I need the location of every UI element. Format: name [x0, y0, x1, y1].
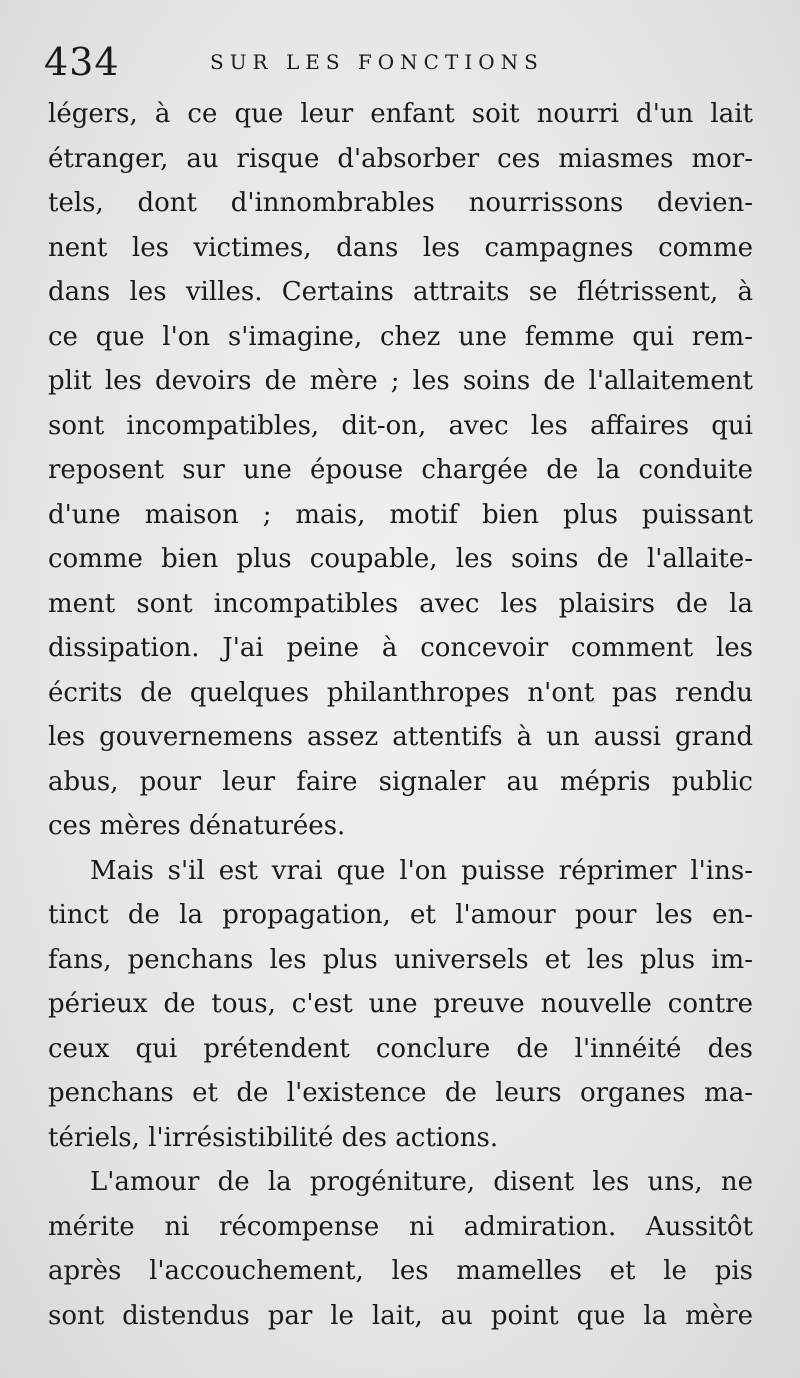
text-line: les gouvernemens assez attentifs à un aussi grand: [48, 722, 753, 752]
text-line: ceux qui prétendent conclure de l'innéité des: [48, 1033, 753, 1064]
paragraph-end-line: tériels, l'irrésistibilité des actions.: [48, 1122, 499, 1153]
text-line: abus, pour leur faire signaler au mépris public: [48, 766, 753, 797]
paragraph-start-line: L'amour de la progéniture, disent les uns, ne: [90, 1167, 753, 1197]
text-line: mérite ni récompense ni admiration. Aussitôt: [48, 1211, 753, 1242]
text-line: d'une maison ; mais, motif bien plus puissant: [48, 499, 753, 530]
text-line: comme bien plus coupable, les soins de l'allaite-: [48, 544, 753, 574]
text-line: tinct de la propagation, et l'amour pour les en-: [48, 900, 753, 930]
text-line: ment sont incompatibles avec les plaisirs de la: [48, 588, 753, 619]
text-line: nent les victimes, dans les campagnes comme: [48, 232, 753, 263]
text-line: écrits de quelques philanthropes n'ont pas rendu: [48, 677, 753, 708]
text-line: sont incompatibles, dit-on, avec les affaires qui: [48, 410, 753, 441]
text-line: étranger, au risque d'absorber ces miasmes mor-: [48, 143, 753, 174]
text-line: plit les devoirs de mère ; les soins de l'allaitement: [48, 366, 753, 396]
paragraph-start-line: Mais s'il est vrai que l'on puisse réprimer l'ins-: [90, 855, 753, 886]
text-line: penchans et de l'existence de leurs organes ma-: [48, 1078, 753, 1108]
text-line: après l'accouchement, les mamelles et le pis: [48, 1256, 753, 1286]
text-line: reposent sur une épouse chargée de la conduite: [48, 455, 753, 485]
text-line: tels, dont d'innombrables nourrissons devien-: [48, 188, 753, 218]
text-line: périeux de tous, c'est une preuve nouvelle contre: [48, 989, 753, 1019]
paragraph-end-line: ces mères dénaturées.: [48, 811, 346, 841]
text-line: dissipation. J'ai peine à concevoir comment les: [48, 633, 753, 663]
text-line: légers, à ce que leur enfant soit nourri d'un lait: [48, 99, 753, 129]
text-line: sont distendus par le lait, au point que la mère: [48, 1300, 753, 1331]
text-line: fans, penchans les plus universels et les plus im-: [48, 944, 753, 975]
text-line: ce que l'on s'imagine, chez une femme qui rem-: [48, 321, 753, 352]
running-head: SUR LES FONCTIONS: [210, 50, 544, 74]
text-line: dans les villes. Certains attraits se flétrissent, à: [48, 277, 753, 307]
page-number: 434: [44, 40, 120, 84]
body-text: [48, 92, 753, 1338]
